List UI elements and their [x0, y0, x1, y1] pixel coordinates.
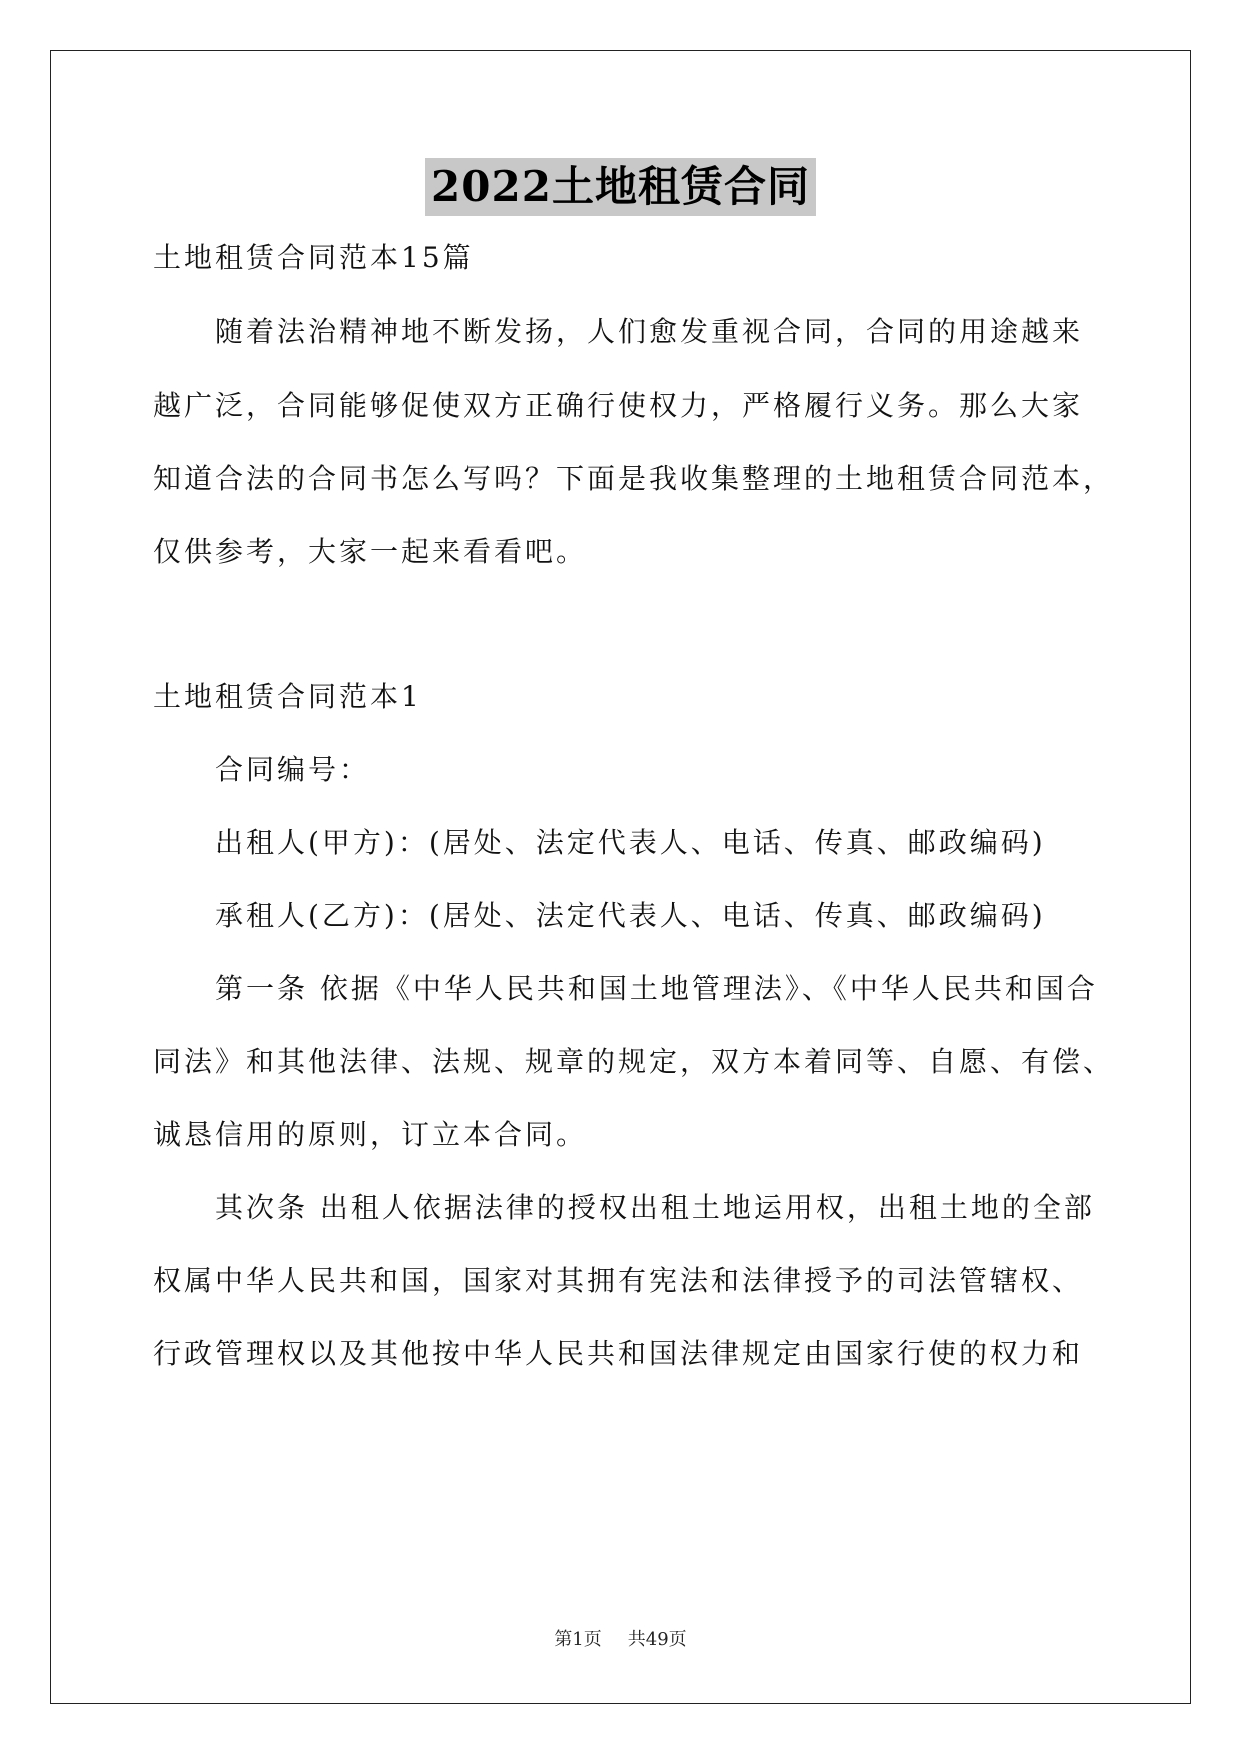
page-frame	[50, 50, 1191, 1704]
intro-line-1: 随着法治精神地不断发扬，人们愈发重视合同，合同的用途越来	[215, 315, 1084, 348]
lessor-line: 出租人(甲方)：(居处、法定代表人、电话、传真、邮政编码)	[215, 826, 1046, 859]
intro-line-4: 仅供参考，大家一起来看看吧。	[153, 535, 588, 568]
article2-line-1: 其次条 出租人依据法律的授权出租土地运用权，出租土地的全部	[215, 1191, 1095, 1224]
intro-line-2: 越广泛，合同能够促使双方正确行使权力，严格履行义务。那么大家	[153, 389, 1084, 422]
lessee-line: 承租人(乙方)：(居处、法定代表人、电话、传真、邮政编码)	[215, 899, 1046, 932]
document-title: 2022土地租赁合同	[425, 158, 816, 216]
intro-line-3: 知道合法的合同书怎么写吗？下面是我收集整理的土地租赁合同范本，	[153, 462, 1115, 495]
section-heading: 土地租赁合同范本1	[153, 680, 422, 713]
page-number: 第1页	[554, 1629, 602, 1650]
contract-number-label: 合同编号：	[215, 753, 371, 786]
article2-line-2: 权属中华人民共和国，国家对其拥有宪法和法律授予的司法管辖权、	[153, 1264, 1084, 1297]
article1-line-2: 同法》和其他法律、法规、规章的规定，双方本着同等、自愿、有偿、	[153, 1045, 1115, 1078]
document-subtitle: 土地租赁合同范本15篇	[153, 241, 474, 274]
article1-line-3: 诚恳信用的原则，订立本合同。	[153, 1118, 588, 1151]
article1-line-1: 第一条 依据《中华人民共和国土地管理法》、《中华人民共和国合	[215, 972, 1098, 1005]
title-container	[0, 158, 1241, 216]
total-pages: 共49页	[627, 1629, 687, 1650]
page-footer	[0, 1628, 1241, 1652]
article2-line-3: 行政管理权以及其他按中华人民共和国法律规定由国家行使的权力和	[153, 1337, 1084, 1370]
